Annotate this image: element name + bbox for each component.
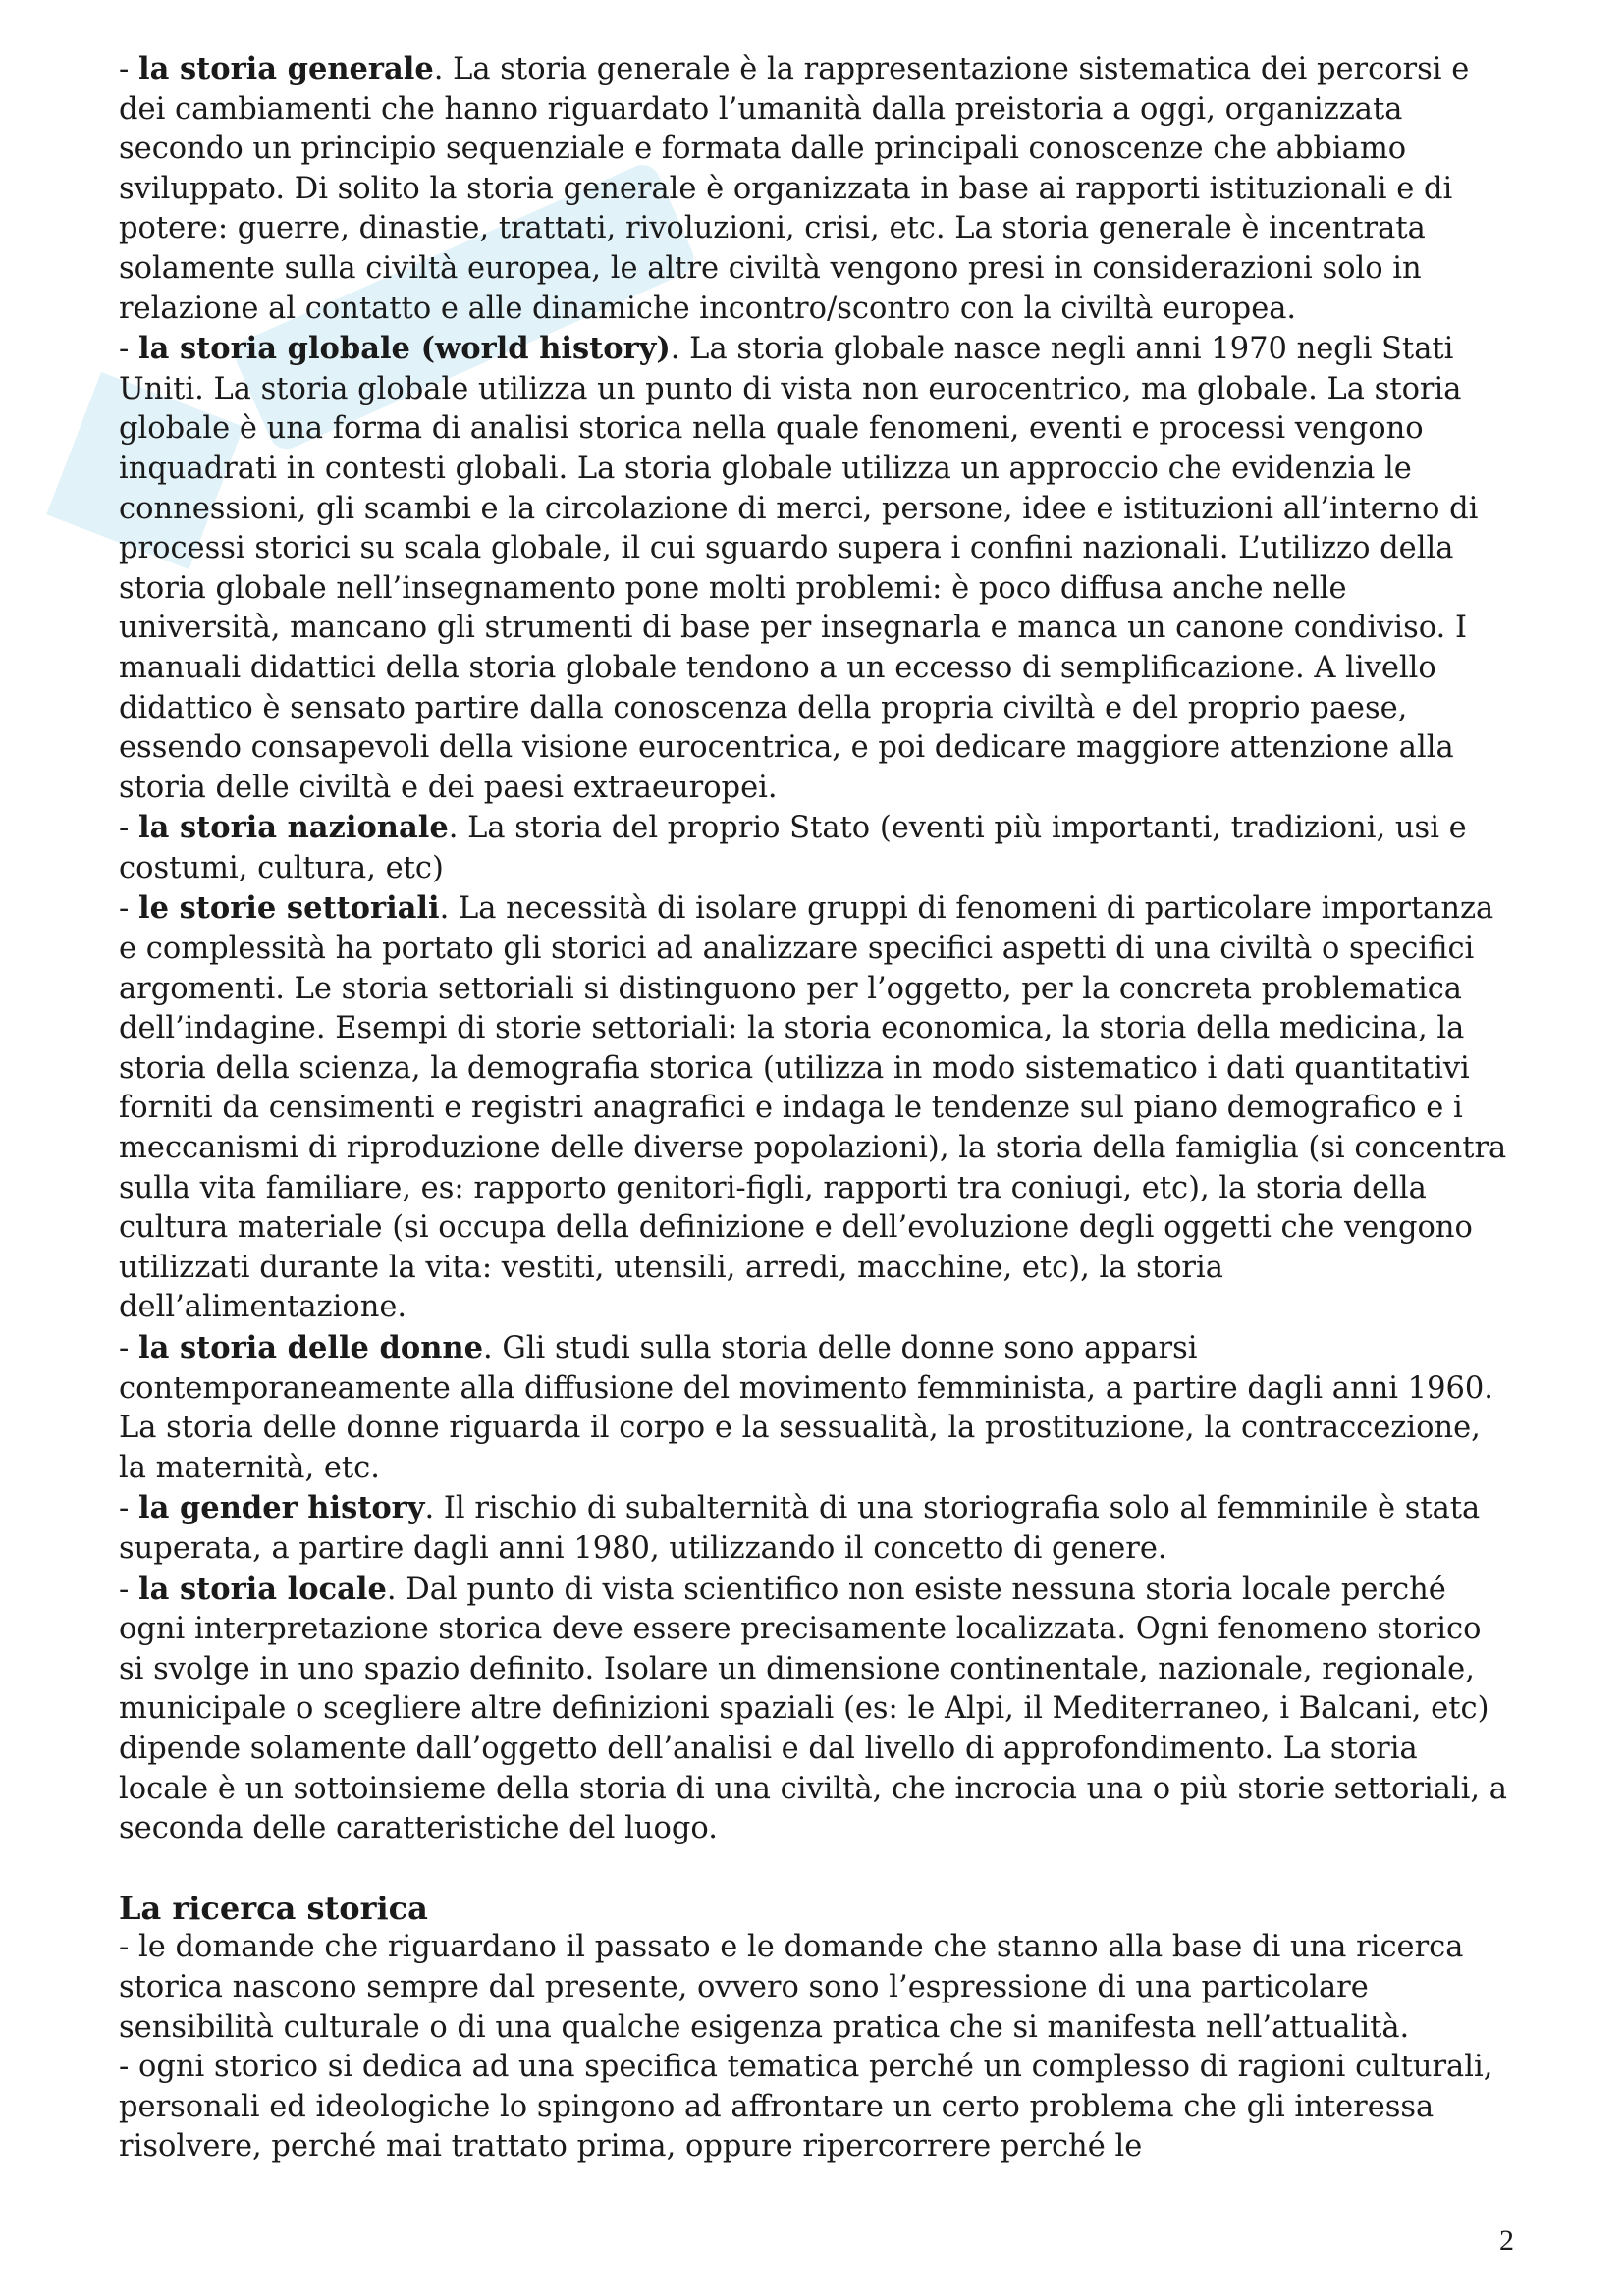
entry-text: . Gli studi sulla storia delle donne sono apparsi contemporaneamente alla diffusione del movimento femminista, a partire dagli anni 1960. La storia delle donne riguarda il corpo e la sessualità, la prostituzione, la contraccezione, la maternità, etc.: [119, 1331, 1493, 1485]
entry-term: la storia delle donne: [138, 1330, 483, 1365]
entry-term: le storie settoriali: [138, 890, 440, 927]
section-paragraph: - ogni storico si dedica ad una specifica tematica perché un complesso di ragioni culturali, personali ed ideologiche lo spingono ad affrontare un certo problema che gli interessa risolvere, perché mai trattato prima, oppure ripercorrere perché le: [119, 2050, 1493, 2164]
page-number: 2: [1499, 2224, 1514, 2257]
entry-gender-history: - la gender history. Il rischio di subalternità di una storiografia solo al femminile è stata superata, a partire dagli anni 1980, utilizzando il concetto di genere.: [119, 1490, 1481, 1566]
entry-storie-settoriali: - le storie settoriali. La necessità di isolare gruppi di fenomeni di particolare importanza e complessità ha portato gli storici ad analizzare specifici aspetti di una civiltà o specifici argomenti. Le storia settoriali si distinguono per l’oggetto, per la concreta problematica dell’indagine. Esempi di storie settoriali: la storia economica, la storia della medicina, la storia della scienza, la demografia storica (utilizza in modo sistematico i dati quantitativi forniti da censimenti e registri anagrafici e indaga le tendenze sul piano demografico e i meccanismi di riproduzione delle diverse popolazioni), la storia della famiglia (si concentra sulla vita familiare, es: rapporto genitori-figli, rapporti tra coniugi, etc), la storia della cultura materiale (si occupa della definizione e dell’evoluzione degli oggetti che vengono utilizzati durante la vita: vestiti, utensili, arredi, macchine, etc), la storia dell’alimentazione.: [119, 890, 1507, 1325]
section-paragraph: - le domande che riguardano il passato e le domande che stanno alla base di una ricerca storica nascono sempre dal presente, ovvero sono l’espressione di una particolare sensibilità culturale o di una qualche esigenza pratica che si manifesta nell’attualità.: [119, 1930, 1464, 2045]
entry-term: la storia nazionale: [138, 810, 449, 846]
entry-storia-locale: - la storia locale. Dal punto di vista scientifico non esiste nessuna storia locale perché ogni interpretazione storica deve essere precisamente localizzata. Ogni fenomeno storico si svolge in uno spazio definito. Isolare un dimensione continentale, nazionale, regionale, municipale o scegliere altre definizioni spaziali (es: le Alpi, il Mediterraneo, i Balcani, etc) dipende solamente dall’oggetto dell’analisi e dal livello di approfondimento. La storia locale è un sottoinsieme della storia di una civiltà, che incrocia una o più storie settoriali, a seconda delle caratteristiche del luogo.: [119, 1571, 1507, 1846]
entry-term: la gender history: [138, 1490, 425, 1526]
document-body: [119, 49, 1513, 2167]
entry-text: . La storia globale nasce negli anni 1970 negli Stati Uniti. La storia globale utilizza un punto di vista non eurocentrico, ma globale. La storia globale è una forma di analisi storica nella quale fenomeni, eventi e processi vengono inquadrati in contesti globali. La storia globale utilizza un approccio che evidenzia le connessioni, gli scambi e la circolazione di merci, persone, idee e istituzioni all’interno di processi storici su scala globale, il cui sguardo supera i confini nazionali. L’utilizzo della storia globale nell’insegnamento pone molti problemi: è poco diffusa anche nelle università, mancano gli strumenti di base per insegnarla e manca un canone condiviso. I manuali didattici della storia globale tendono a un eccesso di semplificazione. A livello didattico è sensato partire dalla conoscenza della propria civiltà e del proprio paese, essendo consapevoli della visione eurocentrica, e poi dedicare maggiore attenzione alla storia delle civiltà e dei paesi extraeuropei.: [119, 332, 1479, 805]
entry-text: . Dal punto di vista scientifico non esiste nessuna storia locale perché ogni interpretazione storica deve essere precisamente localizzata. Ogni fenomeno storico si svolge in uno spazio definito. Isolare un dimensione continentale, nazionale, regionale, municipale o scegliere altre definizioni spaziali (es: le Alpi, il Mediterraneo, i Balcani, etc) dipende solamente dall’oggetto dell’analisi e dal livello di approfondimento. La storia locale è un sottoinsieme della storia di una civiltà, che incrocia una o più storie settoriali, a seconda delle caratteristiche del luogo.: [119, 1572, 1507, 1846]
entry-term: la storia generale: [138, 51, 434, 86]
entry-term: la storia locale: [138, 1571, 387, 1607]
entry-text: . Il rischio di subalternità di una storiografia solo al femminile è stata superata, a partire dagli anni 1980, utilizzando il concetto di genere.: [119, 1491, 1481, 1566]
entry-term: la storia globale (world history): [138, 331, 671, 367]
entry-storia-generale: - la storia generale. La storia generale è la rappresentazione sistematica dei percorsi e dei cambiamenti che hanno riguardato l’umanità dalla preistoria a oggi, organizzata secondo un principio sequenziale e formata dalle principali conoscenze che abbiamo sviluppato. Di solito la storia generale è organizzata in base ai rapporti istituzionali e di potere: guerre, dinastie, trattati, rivoluzioni, crisi, etc. La storia generale è incentrata solamente sulla civiltà europea, le altre civiltà vengono presi in considerazioni solo in relazione al contatto e alle dinamiche incontro/scontro con la civiltà europea.: [119, 51, 1470, 326]
entry-text: . La necessità di isolare gruppi di fenomeni di particolare importanza e complessità ha portato gli storici ad analizzare specifici aspetti di una civiltà o specifici argomenti. Le storia settoriali si distinguono per l’oggetto, per la concreta problematica dell’indagine. Esempi di storie settoriali: la storia economica, la storia della medicina, la storia della scienza, la demografia storica (utilizza in modo sistematico i dati quantitativi forniti da censimenti e registri anagrafici e indaga le tendenze sul piano demografico e i meccanismi di riproduzione delle diverse popolazioni), la storia della famiglia (si concentra sulla vita familiare, es: rapporto genitori-figli, rapporti tra coniugi, etc), la storia della cultura materiale (si occupa della definizione e dell’evoluzione degli oggetti che vengono utilizzati durante la vita: vestiti, utensili, arredi, macchine, etc), la storia dell’alimentazione.: [119, 891, 1507, 1325]
entry-storia-donne: - la storia delle donne. Gli studi sulla storia delle donne sono apparsi contemporaneamente alla diffusione del movimento femminista, a partire dagli anni 1960. La storia delle donne riguarda il corpo e la sessualità, la prostituzione, la contraccezione, la maternità, etc.: [119, 1330, 1493, 1485]
entry-text: . La storia generale è la rappresentazione sistematica dei percorsi e dei cambiamenti che hanno riguardato l’umanità dalla preistoria a oggi, organizzata secondo un principio sequenziale e formata dalle principali conoscenze che abbiamo sviluppato. Di solito la storia generale è organizzata in base ai rapporti istituzionali e di potere: guerre, dinastie, trattati, rivoluzioni, crisi, etc. La storia generale è incentrata solamente sulla civiltà europea, le altre civiltà vengono presi in considerazioni solo in relazione al contatto e alle dinamiche incontro/scontro con la civiltà europea.: [119, 52, 1470, 326]
entry-storia-nazionale: - la storia nazionale. La storia del proprio Stato (eventi più importanti, tradizioni, usi e costumi, cultura, etc): [119, 810, 1467, 885]
entry-storia-globale: - la storia globale (world history). La storia globale nasce negli anni 1970 negli Stati Uniti. La storia globale utilizza un punto di vista non eurocentrico, ma globale. La storia globale è una forma di analisi storica nella quale fenomeni, eventi e processi vengono inquadrati in contesti globali. La storia globale utilizza un approccio che evidenzia le connessioni, gli scambi e la circolazione di merci, persone, idee e istituzioni all’interno di processi storici su scala globale, il cui sguardo supera i confini nazionali. L’utilizzo della storia globale nell’insegnamento pone molti problemi: è poco diffusa anche nelle università, mancano gli strumenti di base per insegnarla e manca un canone condiviso. I manuali didattici della storia globale tendono a un eccesso di semplificazione. A livello didattico è sensato partire dalla conoscenza della propria civiltà e del proprio paese, essendo consapevoli della visione eurocentrica, e poi dedicare maggiore attenzione alla storia delle civiltà e dei paesi extraeuropei.: [119, 331, 1479, 805]
section-title: La ricerca storica: [119, 1889, 428, 1927]
entry-text: . La storia del proprio Stato (eventi più importanti, tradizioni, usi e costumi, cultura, etc): [119, 811, 1467, 885]
